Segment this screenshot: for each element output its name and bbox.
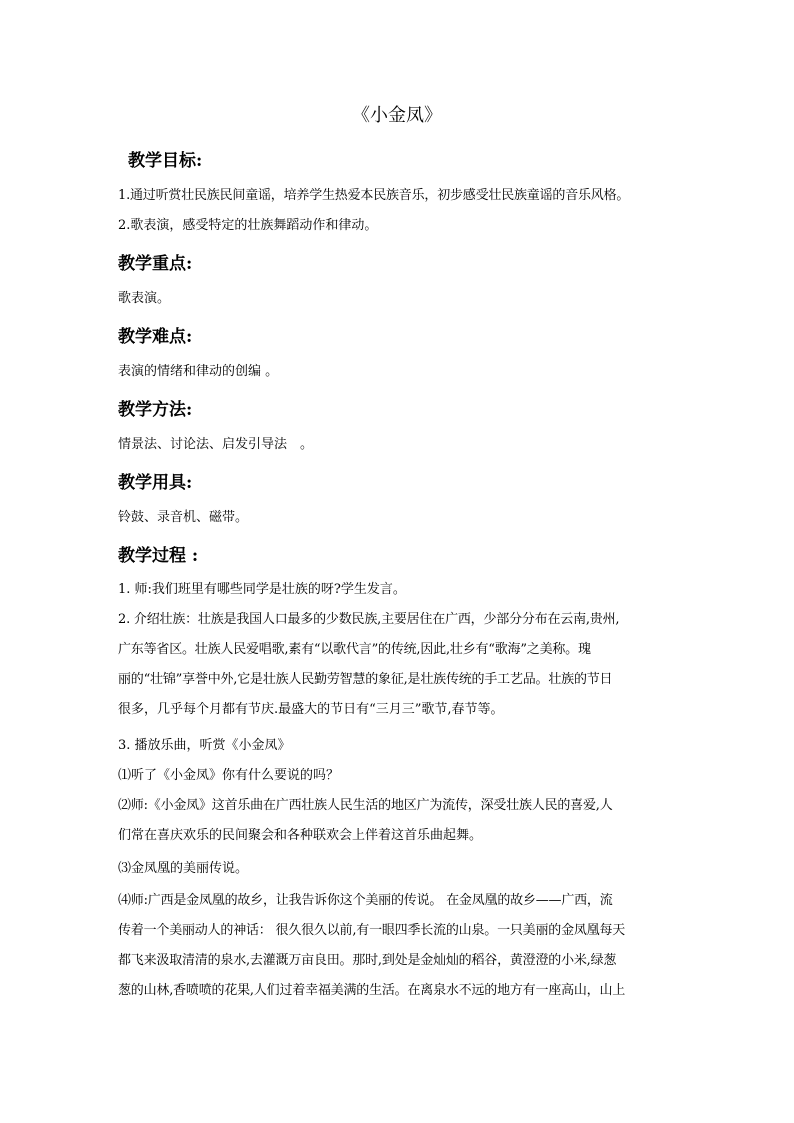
process-line-5: 很多，几乎每个月都有节庆.最盛大的节日有“三月三”歌节,春节等。 <box>118 702 504 717</box>
heading-tools: 教学用具: <box>118 473 193 493</box>
heading-methods: 教学方法: <box>118 400 193 420</box>
process-line-10: ⑶金凤凰的美丽传说。 <box>118 861 249 876</box>
process-line-6: 3. 播放乐曲，听赏《小金凤》 <box>118 738 291 753</box>
objective-item-2: 2.歌表演，感受特定的壮族舞蹈动作和律动。 <box>118 218 378 233</box>
process-line-12: 传着一个美丽动人的神话： 很久很久以前,有一眼四季长流的山泉。一只美丽的金凤凰每天 <box>118 923 626 938</box>
tools-text: 铃鼓、录音机、磁带。 <box>118 510 249 525</box>
process-line-4: 丽的“壮锦”享誉中外,它是壮族人民勤劳智慧的象征,是壮族传统的手工艺品。壮族的节日 <box>118 672 613 687</box>
heading-key-points: 教学重点: <box>118 254 193 274</box>
process-line-11: ⑷师:广西是金凤凰的故乡，让我告诉你这个美丽的传说。 在金凤凰的故乡——广西，流 <box>118 893 613 908</box>
process-line-7: ⑴听了《小金凤》你有什么要说的吗？ <box>118 768 340 783</box>
process-line-3: 广东等省区。壮族人民爱唱歌,素有“以歌代言”的传统,因此,壮乡有“歌海”之美称。瑰 <box>118 642 591 657</box>
objective-item-1: 1.通过听赏壮民族民间童谣，培养学生热爱本民族音乐，初步感受壮民族童谣的音乐风格。 <box>118 188 630 203</box>
document-title: 《小金凤》 <box>352 105 442 126</box>
key-points-text: 歌表演。 <box>118 291 171 306</box>
difficulties-text: 表演的情绪和律动的创编 。 <box>118 364 279 379</box>
heading-difficulties: 教学难点: <box>118 327 193 347</box>
heading-objectives: 教学目标: <box>128 151 203 171</box>
process-line-1: 1. 师:我们班里有哪些同学是壮族的呀?学生发言。 <box>118 582 406 597</box>
methods-text: 情景法、讨论法、启发引导法 。 <box>118 437 314 452</box>
process-line-14: 葱的山林,香喷喷的花果,人们过着幸福美满的生活。在离泉水不远的地方有一座高山，山上 <box>118 983 626 998</box>
process-line-9: 们常在喜庆欢乐的民间聚会和各种联欢会上伴着这首乐曲起舞。 <box>118 828 483 843</box>
process-line-8: ⑵师:《小金凤》这首乐曲在广西壮族人民生活的地区广为流传，深受壮族人民的喜爱,人 <box>118 798 613 813</box>
process-line-2: 2. 介绍壮族：壮族是我国人口最多的少数民族,主要居住在广西，少部分分布在云南,贵州, <box>118 612 620 627</box>
heading-process: 教学过程 : <box>118 546 199 566</box>
process-line-13: 都飞来汲取清清的泉水,去灌溉万亩良田。那时,到处是金灿灿的稻谷，黄澄澄的小米,绿葱 <box>118 953 617 968</box>
